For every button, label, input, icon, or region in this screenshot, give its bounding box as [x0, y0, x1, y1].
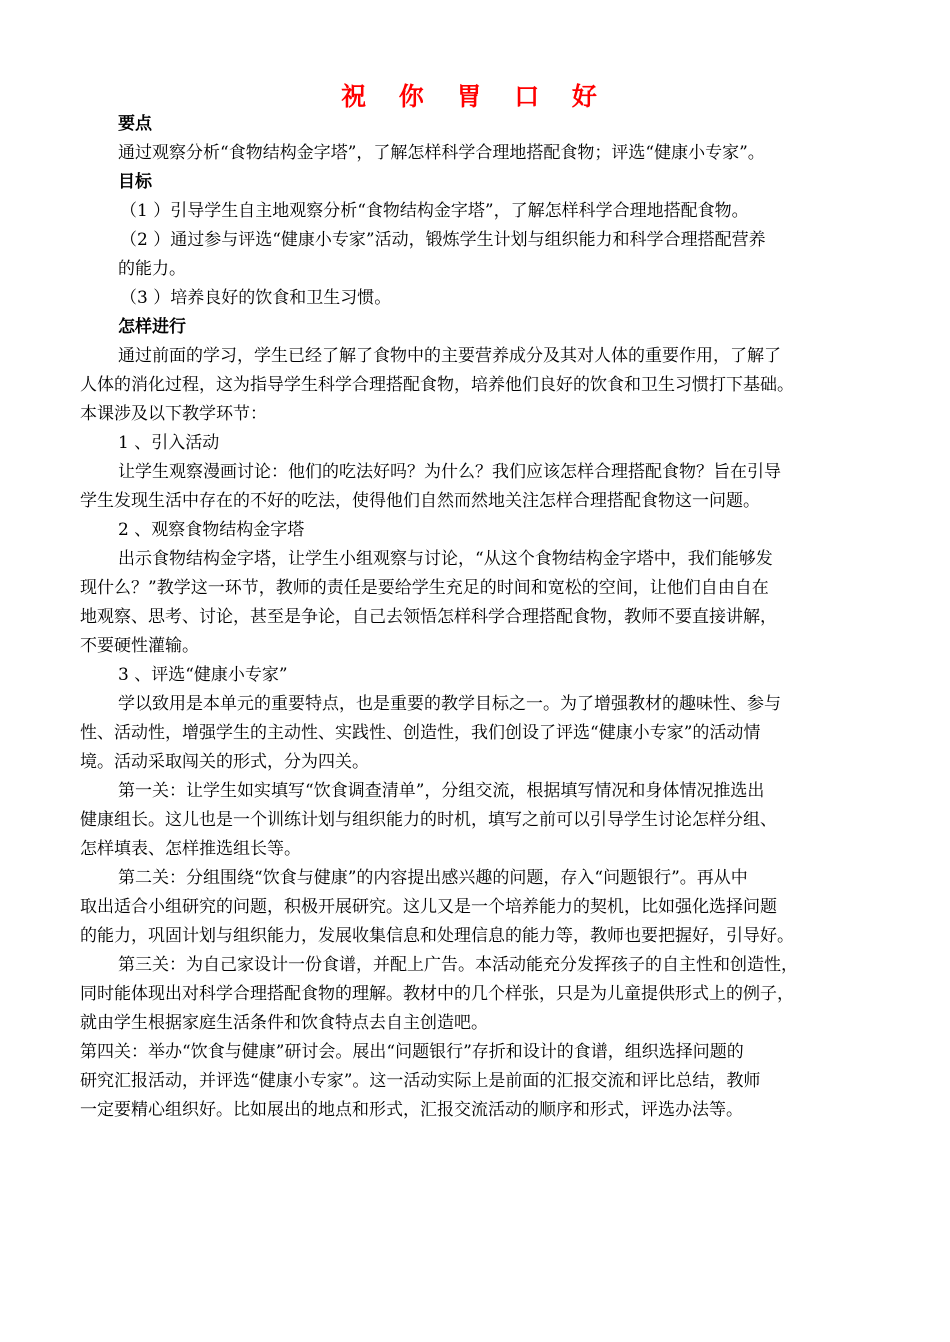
- goal-item-2: （2 ）通过参与评选“健康小专家”活动，锻炼学生计划与组织能力和科学合理搭配营养: [120, 230, 766, 250]
- section-heading-goals: 目标: [118, 172, 152, 192]
- document-title: 祝 你 胃 口 好: [341, 82, 609, 111]
- goal-item-3: （3 ）培养良好的饮食和卫生习惯。: [120, 288, 392, 308]
- step-heading-3: 3 、评选“健康小专家”: [118, 665, 288, 685]
- step-1-text-line: 学生发现生活中存在的不好的吃法，使得他们自然而然地关注怎样合理搭配食物这一问题。: [80, 491, 760, 511]
- procedure-intro-line: 本课涉及以下教学环节：: [80, 404, 267, 424]
- level-3-text-line: 就由学生根据家庭生活条件和饮食特点去自主创造吧。: [80, 1013, 488, 1033]
- step-heading-2: 2 、观察食物结构金字塔: [118, 520, 305, 540]
- level-2-text-line: 取出适合小组研究的问题，积极开展研究。这儿又是一个培养能力的契机，比如强化选择问题: [80, 897, 777, 917]
- step-2-text-line: 不要硬性灌输。: [80, 636, 199, 656]
- goal-item-2-continuation: 的能力。: [118, 259, 186, 279]
- step-2-text-line: 地观察、思考、讨论，甚至是争论，自己去领悟怎样科学合理搭配食物，教师不要直接讲解，: [80, 607, 777, 627]
- section-heading-key-points: 要点: [118, 114, 152, 134]
- key-points-paragraph: 通过观察分析“食物结构金字塔”，了解怎样科学合理地搭配食物；评选“健康小专家”。: [118, 143, 765, 163]
- step-2-text-line: 出示食物结构金字塔，让学生小组观察与讨论，“从这个食物结构金字塔中，我们能够发: [118, 549, 773, 569]
- step-3-text-line: 性、活动性，增强学生的主动性、实践性、创造性，我们创设了评选“健康小专家”的活动情: [80, 723, 761, 743]
- level-2-text-line: 的能力，巩固计划与组织能力，发展收集信息和处理信息的能力等，教师也要把握好，引导好。: [80, 926, 794, 946]
- section-heading-procedure: 怎样进行: [118, 317, 186, 337]
- level-3-text-line: 第三关：为自己家设计一份食谱，并配上广告。本活动能充分发挥孩子的自主性和创造性，: [118, 955, 798, 975]
- level-3-text-line: 同时能体现出对科学合理搭配食物的理解。教材中的几个样张，只是为儿童提供形式上的例子，: [80, 984, 794, 1004]
- procedure-intro-line: 通过前面的学习，学生已经了解了食物中的主要营养成分及其对人体的重要作用，了解了: [118, 346, 781, 366]
- step-1-text-line: 让学生观察漫画讨论：他们的吃法好吗？为什么？我们应该怎样合理搭配食物？旨在引导: [118, 462, 781, 482]
- level-1-text-line: 健康组长。这儿也是一个训练计划与组织能力的时机，填写之前可以引导学生讨论怎样分组、: [80, 810, 777, 830]
- procedure-intro-line: 人体的消化过程，这为指导学生科学合理搭配食物，培养他们良好的饮食和卫生习惯打下基础。: [80, 375, 794, 395]
- level-4-text-line: 第四关：举办“饮食与健康”研讨会。展出“问题银行”存折和设计的食谱，组织选择问题的: [80, 1042, 744, 1062]
- level-1-text-line: 第一关：让学生如实填写“饮食调查清单”，分组交流，根据填写情况和身体情况推选出: [118, 781, 765, 801]
- level-1-text-line: 怎样填表、怎样推选组长等。: [80, 839, 301, 859]
- level-4-text-line: 研究汇报活动，并评选“健康小专家”。这一活动实际上是前面的汇报交流和评比总结，教师: [80, 1071, 761, 1091]
- step-3-text-line: 学以致用是本单元的重要特点，也是重要的教学目标之一。为了增强教材的趣味性、参与: [118, 694, 781, 714]
- goal-item-1: （1 ）引导学生自主地观察分析“食物结构金字塔”，了解怎样科学合理地搭配食物。: [120, 201, 749, 221]
- document-body: [80, 110, 880, 1125]
- level-4-text-line: 一定要精心组织好。比如展出的地点和形式，汇报交流活动的顺序和形式，评选办法等。: [80, 1100, 743, 1120]
- step-heading-1: 1 、引入活动: [118, 433, 220, 453]
- level-2-text-line: 第二关：分组围绕“饮食与健康”的内容提出感兴趣的问题，存入“问题银行”。再从中: [118, 868, 748, 888]
- step-2-text-line: 现什么？”教学这一环节，教师的责任是要给学生充足的时间和宽松的空间，让他们自由自在: [80, 578, 769, 598]
- step-3-text-line: 境。活动采取闯关的形式，分为四关。: [80, 752, 369, 772]
